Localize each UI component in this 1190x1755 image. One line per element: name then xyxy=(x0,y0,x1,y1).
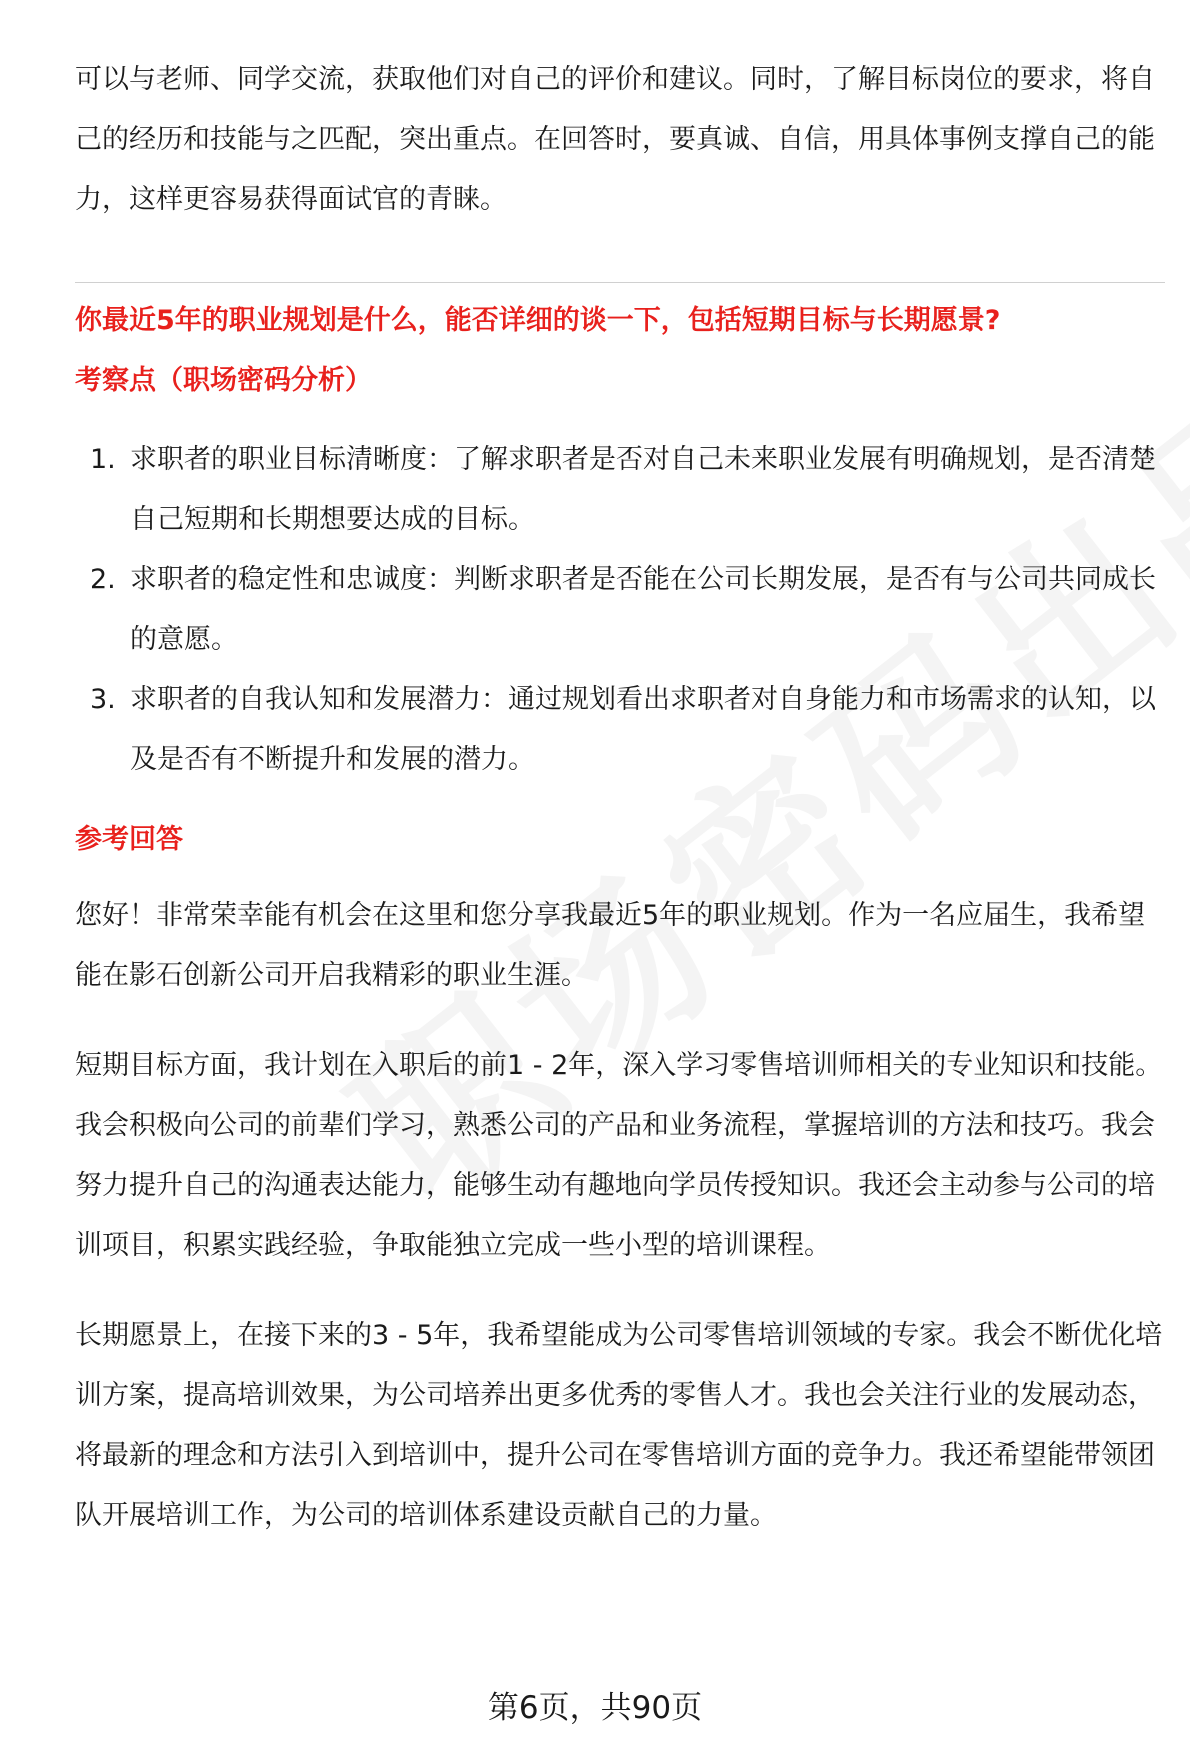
list-item-number: 3. xyxy=(90,684,116,715)
list-item-number: 2. xyxy=(90,564,116,595)
question-title: 你最近5年的职业规划是什么，能否详细的谈一下，包括短期目标与长期愿景? xyxy=(75,305,1001,336)
list-item-text: 求职者的职业目标清晰度：了解求职者是否对自己未来职业发展有明确规划，是否清楚自己短期和长期想要达成的目标。 xyxy=(130,444,1156,535)
list-item-number: 1. xyxy=(90,444,116,475)
answer-paragraph: 您好！非常荣幸能有机会在这里和您分享我最近5年的职业规划。作为一名应届生，我希望能在影石创新公司开启我精彩的职业生涯。 xyxy=(75,900,1146,991)
analysis-heading: 考察点（职场密码分析） xyxy=(75,365,372,396)
reference-answer-heading: 参考回答 xyxy=(75,824,183,855)
section-divider xyxy=(75,282,1165,283)
intro-section xyxy=(75,50,1160,230)
intro-paragraph: 可以与老师、同学交流，获取他们对自己的评价和建议。同时，了解目标岗位的要求，将自己的经历和技能与之匹配，突出重点。在回答时，要真诚、自信，用具体事例支撑自己的能力，这样更容易获得面试官的青睐。 xyxy=(75,64,1155,215)
list-item xyxy=(75,430,1165,550)
answer-paragraph: 长期愿景上，在接下来的3 - 5年，我希望能成为公司零售培训领域的专家。我会不断优化培训方案，提高培训效果，为公司培养出更多优秀的零售人才。我也会关注行业的发展动态，将最新的理念和方法引入到培训中，提升公司在零售培训方面的竞争力。我还希望能带领团队开展培训工作，为公司的培训体系建设贡献自己的力量。 xyxy=(75,1320,1163,1531)
list-item xyxy=(75,550,1165,670)
list-item-text: 求职者的稳定性和忠诚度：判断求职者是否能在公司长期发展，是否有与公司共同成长的意愿。 xyxy=(130,564,1156,655)
list-item-text: 求职者的自我认知和发展潜力：通过规划看出求职者对自身能力和市场需求的认知，以及是否有不断提升和发展的潜力。 xyxy=(130,684,1156,775)
list-item xyxy=(75,670,1165,790)
reference-answer-body xyxy=(75,886,1165,1576)
page-footer: 第6页，共90页 xyxy=(487,1690,703,1726)
question-block xyxy=(75,291,1165,411)
answer-paragraph: 短期目标方面，我计划在入职后的前1 - 2年，深入学习零售培训师相关的专业知识和技能。我会积极向公司的前辈们学习，熟悉公司的产品和业务流程，掌握培训的方法和技巧。我会努力提升自己的沟通表达能力，能够生动有趣地向学员传授知识。我还会主动参与公司的培训项目，积累实践经验，争取能独立完成一些小型的培训课程。 xyxy=(75,1050,1163,1261)
analysis-points-list xyxy=(75,430,1165,790)
